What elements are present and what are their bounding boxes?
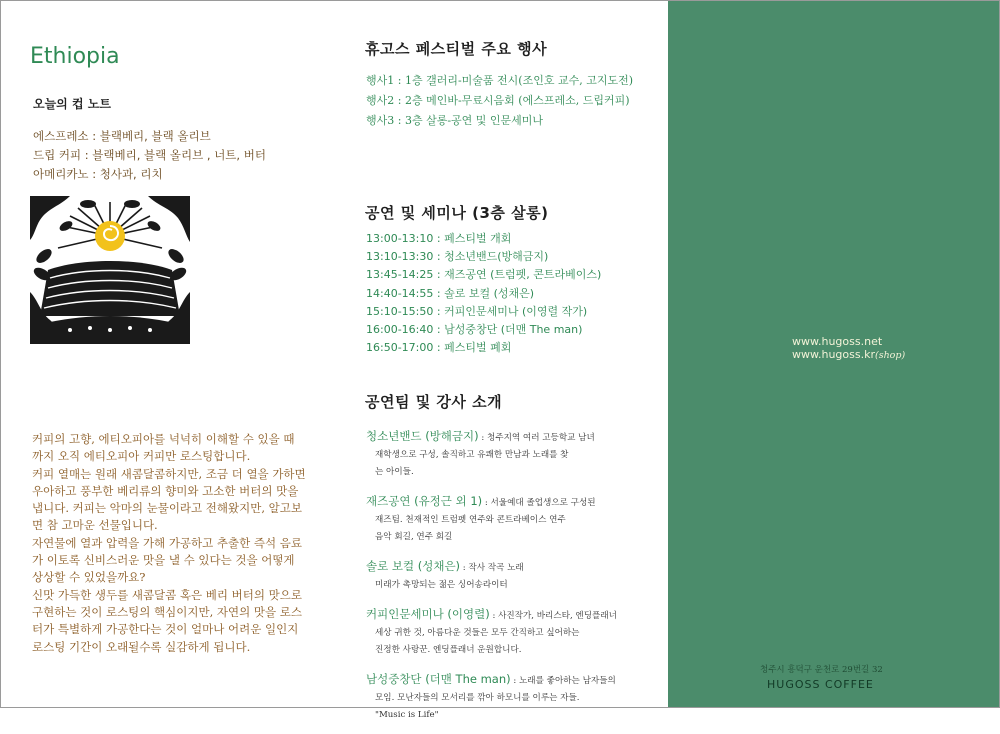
schedule-item: 16:00-16:40 : 남성중창단 (더맨 The man) — [366, 323, 583, 337]
event-item: 행사1 : 1층 갤러리-미술품 전시(조인호 교수, 고지도전) — [366, 74, 633, 87]
teams-heading: 공연팀 및 강사 소개 — [365, 393, 503, 411]
tasting-notes — [33, 127, 266, 184]
note-drip: 드립 커피 : 블랙베리, 블랙 올리브 , 너트, 버터 — [33, 148, 266, 162]
story-line: 냅니다. 커피는 악마의 눈물이라고 전해왔지만, 알고보 — [32, 501, 302, 516]
team-desc: : 청주지역 여러 고등학교 남녀 — [478, 433, 595, 443]
team-name: 남성중창단 (더맨 The man) — [366, 672, 511, 686]
team-entry — [366, 556, 666, 594]
story-line: 신맛 가득한 생두를 새콤달콤 혹은 베리 버터의 맛으로 — [32, 587, 302, 602]
team-name: 커피인문세미나 (이영렬) — [366, 607, 490, 621]
team-desc: : 서울예대 졸업생으로 구성된 — [482, 498, 596, 508]
schedule-item: 16:50-17:00 : 페스티벌 폐회 — [366, 341, 512, 355]
team-desc-cont: 는 아이들. — [375, 467, 414, 477]
events-heading: 휴고스 페스티벌 주요 행사 — [365, 40, 548, 58]
event-item: 행사2 : 2층 메인바-무료시음회 (에스프레소, 드립커피) — [366, 94, 630, 107]
team-desc-cont: 음악 회길, 연주 회길 — [375, 532, 453, 542]
team-desc-cont: 진정한 사랑꾼. 엔딩플래너 운원합니다. — [375, 645, 522, 655]
story-paragraph — [32, 431, 332, 656]
story-line: 까지 오직 에티오피아 커피만 로스팅합니다. — [32, 449, 251, 464]
story-line: 상상할 수 있었을까요? — [32, 570, 146, 585]
team-desc-cont: 재학생으로 구성, 솔직하고 유쾌한 만남과 노래를 찾 — [375, 450, 569, 460]
story-line: 면 참 고마운 선물입니다. — [32, 518, 158, 533]
story-line: 우아하고 풍부한 베리류의 향미와 고소한 버터의 맛을 — [32, 483, 299, 498]
website-links — [792, 335, 905, 362]
website-link-net[interactable]: www.hugoss.net — [792, 335, 883, 348]
story-line: 로스팅 기간이 오래될수록 실감하게 됩니다. — [32, 639, 251, 654]
team-name: 청소년밴드 (방해금지) — [366, 429, 479, 443]
note-americano: 아메리카노 : 청사과, 리치 — [33, 167, 163, 181]
story-line: 자연물에 열과 압력을 가해 가공하고 추출한 즉석 음료 — [32, 535, 302, 550]
team-desc-cont: 미래가 촉망되는 젊은 싱어송라이터 — [375, 580, 508, 590]
team-desc: : 사진작가, 바리스타, 엔딩플래너 — [489, 611, 617, 621]
schedule-item: 14:40-14:55 : 솔로 보컬 (성채은) — [366, 286, 535, 300]
schedule-item: 13:45-14:25 : 재즈공연 (트럼펫, 콘트라베이스) — [366, 268, 602, 282]
story-line: 구현하는 것이 로스팅의 핵심이지만, 자연의 맛을 로스 — [32, 604, 302, 619]
schedule-item: 13:10-13:30 : 청소년밴드(방해금지) — [366, 250, 549, 264]
team-desc: : 작사 작곡 노래 — [460, 563, 524, 573]
team-desc-cont: 재즈팀. 천재적인 트럼펫 연주와 콘트라베이스 연주 — [375, 515, 566, 525]
story-line: 터가 특별하게 가공한다는 것이 얼마나 어려운 일인지 — [32, 622, 299, 637]
team-desc: : 노래를 좋아하는 남자들의 — [510, 676, 616, 686]
shop-suffix: (shop) — [874, 350, 906, 361]
schedule-item: 15:10-15:50 : 커피인문세미나 (이영렬 작가) — [366, 304, 588, 318]
sun-field-woodcut-illustration — [30, 196, 190, 344]
note-espresso: 에스프레소 : 블랙베리, 블랙 올리브 — [33, 129, 211, 143]
team-entry — [366, 491, 666, 546]
team-entry — [366, 604, 666, 659]
team-desc-cont: 모임. 모난자들의 모서리를 깎아 하모니를 이루는 자들. — [375, 693, 580, 703]
events-list — [366, 71, 633, 131]
team-entry — [366, 426, 666, 481]
team-name: 솔로 보컬 (성채은) — [366, 559, 461, 573]
team-name: 재즈공연 (유정근 외 1) — [366, 494, 483, 508]
story-line: 커피 열매는 원래 새콤달콤하지만, 조금 더 열을 가하면 — [32, 466, 306, 481]
website-url-kr[interactable]: www.hugoss.kr — [792, 348, 875, 361]
brand-name: HUGOSS COFFEE — [767, 678, 874, 691]
schedule-list — [366, 230, 601, 357]
team-entry — [366, 669, 666, 724]
story-line: 커피의 고향, 에티오피아를 넉넉히 이해할 수 있을 때 — [32, 432, 295, 446]
event-item: 행사3 : 3층 살롱-공연 및 인문세미나 — [366, 114, 544, 127]
story-line: 가 이토록 신비스러운 맛을 낼 수 있다는 것을 어떻게 — [32, 553, 295, 568]
team-desc-cont: 세상 귀한 것, 아름다운 것들은 모두 간직하고 싶어하는 — [375, 628, 580, 638]
teams-list — [366, 426, 666, 734]
schedule-heading: 공연 및 세미나 (3층 살롱) — [365, 204, 549, 222]
store-address: 청주시 흥덕구 운천로 29번길 32 — [760, 665, 883, 675]
origin-title: Ethiopia — [30, 44, 120, 69]
team-desc-cont: "Music is Life" — [375, 710, 439, 720]
website-link-shop[interactable] — [792, 348, 905, 362]
cup-note-title: 오늘의 컵 노트 — [33, 97, 111, 111]
schedule-item: 13:00-13:10 : 페스티벌 개회 — [366, 232, 512, 245]
